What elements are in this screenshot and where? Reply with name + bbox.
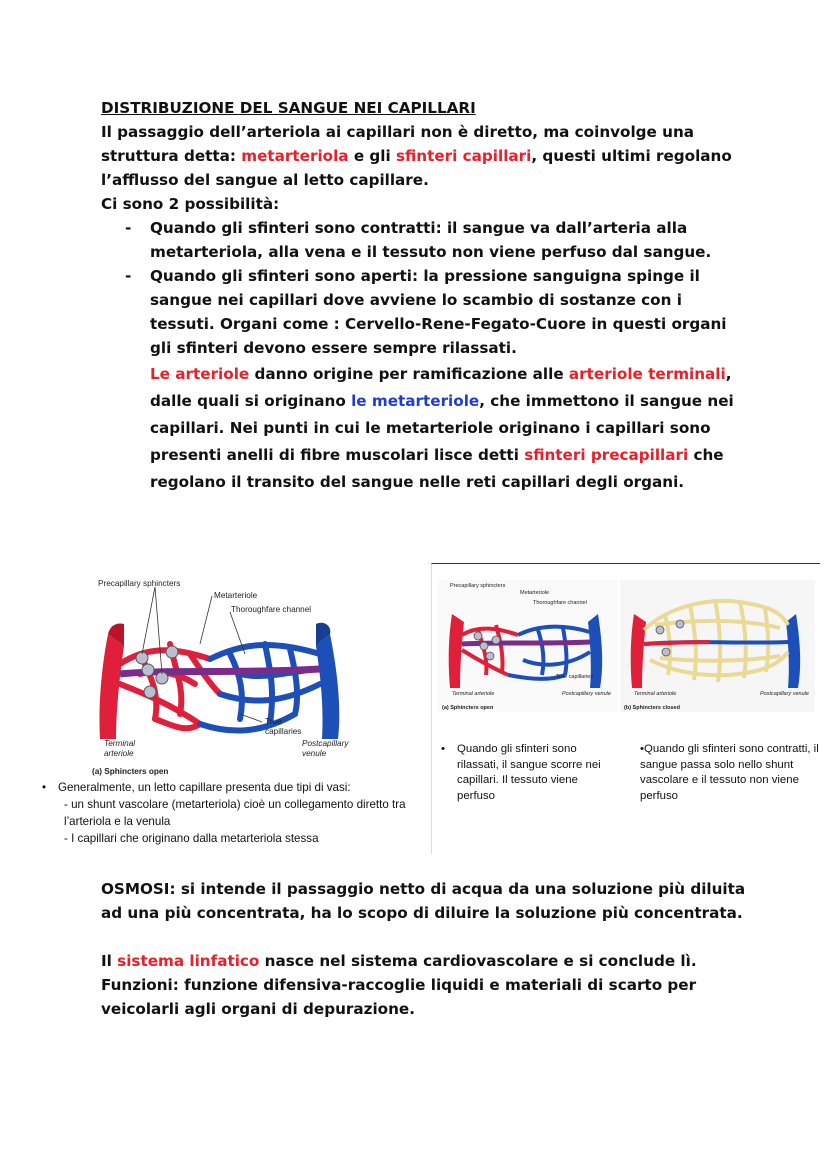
label-true: True (265, 717, 282, 726)
capillary-bed-figure (80, 574, 420, 779)
left-caption (38, 779, 418, 847)
capillary-bed-illustration (80, 574, 420, 779)
label-arteriole: arteriole (104, 749, 134, 758)
linfatico-text-2: nasce nel sistema cardiovascolare e si conclude lì. (259, 952, 697, 970)
label-venule: venule (302, 749, 327, 758)
figure-caption-a: (a) Sphincters open (442, 705, 494, 711)
sphincters-open-illustration (438, 580, 618, 712)
label-metarteriole: Metarteriole (214, 591, 258, 600)
linfatico-paragraph (101, 949, 761, 973)
term-sfinteri-precapillari: sfinteri precapillari (524, 446, 689, 464)
label-true-capillaries: True capillaries (556, 674, 594, 680)
venous-capillaries (200, 644, 320, 731)
label-precapillary-sphincters: Precapillary sphincters (98, 579, 181, 588)
term-metarteriole: le metarteriole (351, 392, 480, 410)
label-postcapillary-venule: Postcapillary venule (760, 691, 809, 697)
bullet-dot: • (441, 743, 445, 755)
bullet-dash: - (125, 219, 132, 237)
label-postcapillary-venule: Postcapillary venule (562, 691, 611, 697)
caption-sphincters-open (441, 742, 616, 804)
label-thoroughfare-channel: Thoroughfare channel (533, 600, 587, 606)
label-terminal-arteriole: Terminal arteriole (452, 691, 495, 697)
label-thoroughfare-channel: Thoroughfare channel (231, 605, 312, 614)
possibilities-list (101, 216, 741, 496)
main-text (101, 96, 741, 496)
label-terminal-arteriole: Terminal arteriole (634, 691, 677, 697)
list-item (101, 216, 741, 264)
bullet-text: : il sangue va dall’arteria alla metarteriola, alla vena e il tessuto non viene perfuso dal sangue. (150, 219, 712, 261)
sphincters-open-figure (438, 580, 618, 712)
term-sfinteri-capillari: sfinteri capillari (396, 147, 532, 165)
intro-paragraph (101, 120, 741, 192)
bullet-bold: Quando gli sfinteri sono aperti: (150, 267, 419, 285)
list-item (101, 264, 741, 496)
linfatico-text-1: Il (101, 952, 118, 970)
label-postcapillary: Postcapillary (302, 739, 349, 748)
possibilities-line: Ci sono 2 possibilità: (101, 195, 280, 213)
arterioles-paragraph (150, 361, 741, 496)
para2-text-4: che regolano il transito del sangue nelle reti capillari degli organi. (150, 446, 724, 491)
term-arteriole: Le arteriole (150, 365, 250, 383)
bullet-text: la pressione sanguigna spinge il sangue nei capillari dove avviene lo scambio di sostanze con i tessuti. Organi come : Cervello-Rene-Fegato-Cuore in questi organi gli sfinteri devono essere sempre rilassati. (150, 267, 727, 357)
sphincters-closed-illustration (620, 580, 815, 712)
figure-caption-a: (a) Sphincters open (92, 767, 169, 776)
page-title: DISTRIBUZIONE DEL SANGUE NEI CAPILLARI (101, 99, 476, 117)
label-capillaries: capillaries (265, 727, 302, 736)
caption-line-3: - I capillari che originano dalla metarteriola stessa (64, 832, 319, 845)
para2-text-2: , dalle quali si originano (150, 365, 732, 410)
label-terminal: Terminal (104, 739, 136, 748)
caption-line-2: - un shunt vascolare (metarteriola) cioè un collegamento diretto tra l’arteriola e la venula (64, 798, 406, 828)
bullet-bold: Quando gli sfinteri sono contratti (150, 219, 436, 237)
figure-caption-b: (b) Sphincters closed (624, 705, 680, 711)
osmosi-paragraph: OSMOSI: si intende il passaggio netto di acqua da una soluzione più diluita ad una più concentrata, ha lo scopo di diluire la soluzione più concentrata. (101, 880, 746, 922)
intro-text-1: Il passaggio dell’arteriola ai capillari non è diretto, ma coinvolge una struttura detta: (101, 123, 695, 165)
term-metarteriola: metarteriola (241, 147, 349, 165)
para2-text-3: , che immettono il sangue nei capillari. Nei punti in cui le metarteriole originano i capillari sono presenti anelli di fibre muscolari lisce detti (150, 392, 734, 464)
funzioni-paragraph: Funzioni: funzione difensiva-raccoglie liquidi e materiali di scarto per veicolarli agli organi di depurazione. (101, 976, 697, 1018)
intro-text-3: , questi ultimi regolano l’afflusso del sangue al letto capillare. (101, 147, 732, 189)
bottom-text (101, 877, 761, 1021)
caption-line-1: • Generalmente, un letto capillare presenta due tipi di vasi: (38, 779, 418, 796)
label-precapillary-sphincters: Precapillary sphincters (450, 583, 506, 589)
term-sistema-linfatico: sistema linfatico (117, 952, 260, 970)
bullet-dash: - (125, 267, 132, 285)
sphincters-closed-figure (620, 580, 815, 712)
para2-text-1: danno origine per ramificazione alle (249, 365, 569, 383)
intro-text-2: e gli (348, 147, 396, 165)
term-arteriole-terminali: arteriole terminali (568, 365, 726, 383)
label-metarteriole: Metarteriole (520, 590, 550, 596)
caption-text: Quando gli sfinteri sono rilassati, il sangue scorre nei capillari. Il tessuto viene perfuso (457, 743, 601, 802)
caption-sphincters-closed: •Quando gli sfinteri sono contratti, il sangue passa solo nello shunt vascolare e il tessuto non viene perfuso (640, 743, 819, 802)
